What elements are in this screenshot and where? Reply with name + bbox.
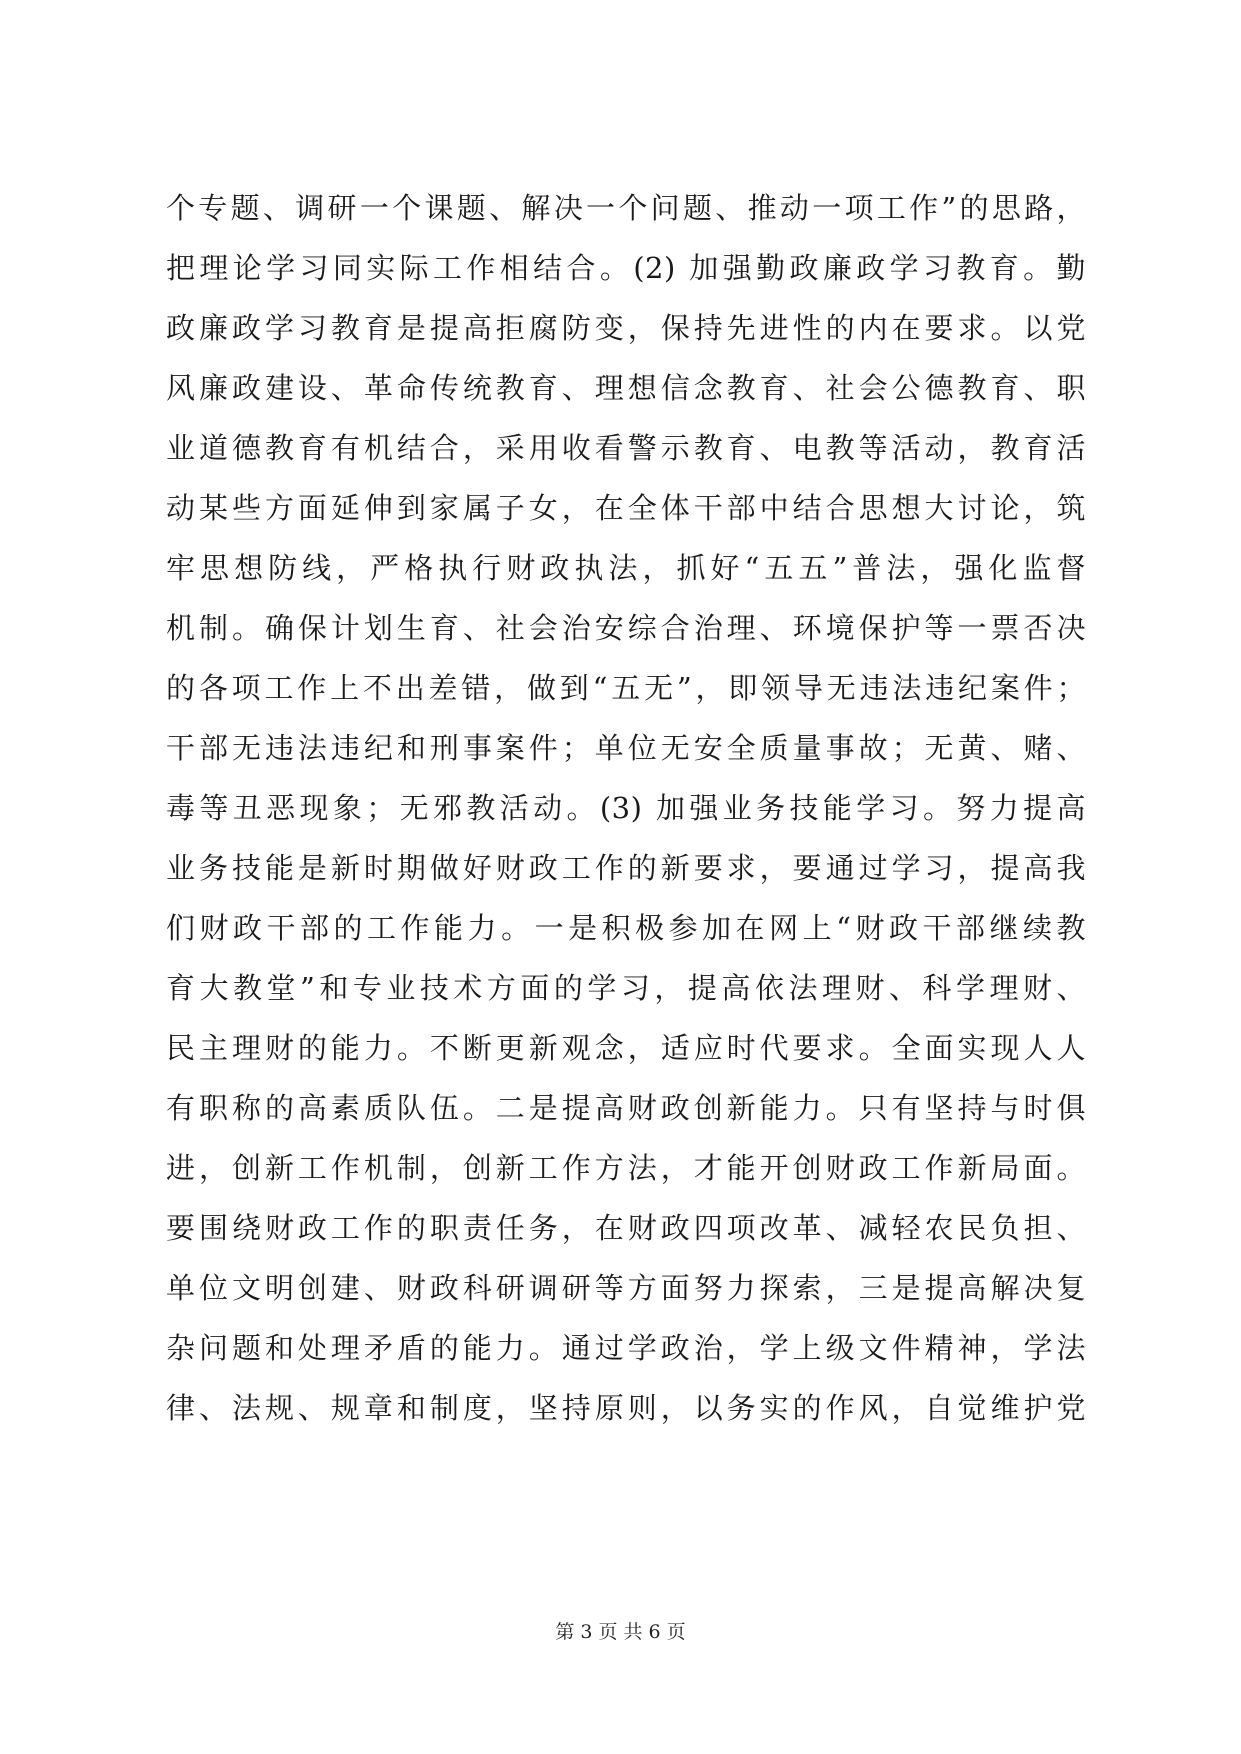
text-line: 进，创新工作机制，创新工作方法，才能开创财政工作新局面。: [166, 1151, 1086, 1185]
text-line: 把理论学习同实际工作相结合。(2) 加强勤政廉政学习教育。勤: [166, 251, 1086, 285]
text-line: 杂问题和处理矛盾的能力。通过学政治，学上级文件精神，学法: [166, 1331, 1086, 1365]
text-line: 单位文明创建、财政科研调研等方面努力探索，三是提高解决复: [166, 1271, 1086, 1305]
text-line: 机制。确保计划生育、社会治安综合治理、环境保护等一票否决: [166, 611, 1086, 645]
text-line: 牢思想防线，严格执行财政执法，抓好“五五”普法，强化监督: [166, 551, 1086, 585]
body-text: [166, 178, 1086, 1438]
text-line: 育大教堂”和专业技术方面的学习，提高依法理财、科学理财、: [166, 971, 1086, 1005]
text-line: 政廉政学习教育是提高拒腐防变，保持先进性的内在要求。以党: [166, 311, 1086, 345]
text-line: 的各项工作上不出差错，做到“五无”，即领导无违法违纪案件；: [166, 671, 1086, 705]
text-line: 业务技能是新时期做好财政工作的新要求，要通过学习，提高我: [166, 851, 1086, 885]
text-line: 要围绕财政工作的职责任务，在财政四项改革、减轻农民负担、: [166, 1211, 1086, 1245]
page-number: 第 3 页 共 6 页: [555, 1621, 686, 1643]
text-line: 毒等丑恶现象；无邪教活动。(3) 加强业务技能学习。努力提高: [166, 791, 1086, 825]
text-line: 有职称的高素质队伍。二是提高财政创新能力。只有坚持与时俱: [166, 1091, 1086, 1125]
text-line: 动某些方面延伸到家属子女，在全体干部中结合思想大讨论，筑: [166, 491, 1086, 525]
text-line: 民主理财的能力。不断更新观念，适应时代要求。全面实现人人: [166, 1031, 1086, 1065]
text-line: 风廉政建设、革命传统教育、理想信念教育、社会公德教育、职: [166, 371, 1086, 405]
text-line: 个专题、调研一个课题、解决一个问题、推动一项工作”的思路，: [166, 191, 1086, 225]
page-footer: [0, 1620, 1241, 1644]
text-line: 律、法规、规章和制度，坚持原则，以务实的作风，自觉维护党: [166, 1391, 1086, 1425]
text-line: 干部无违法违纪和刑事案件；单位无安全质量事故；无黄、赌、: [166, 731, 1086, 765]
text-line: 业道德教育有机结合，采用收看警示教育、电教等活动，教育活: [166, 431, 1086, 465]
text-line: 们财政干部的工作能力。一是积极参加在网上“财政干部继续教: [166, 911, 1086, 945]
